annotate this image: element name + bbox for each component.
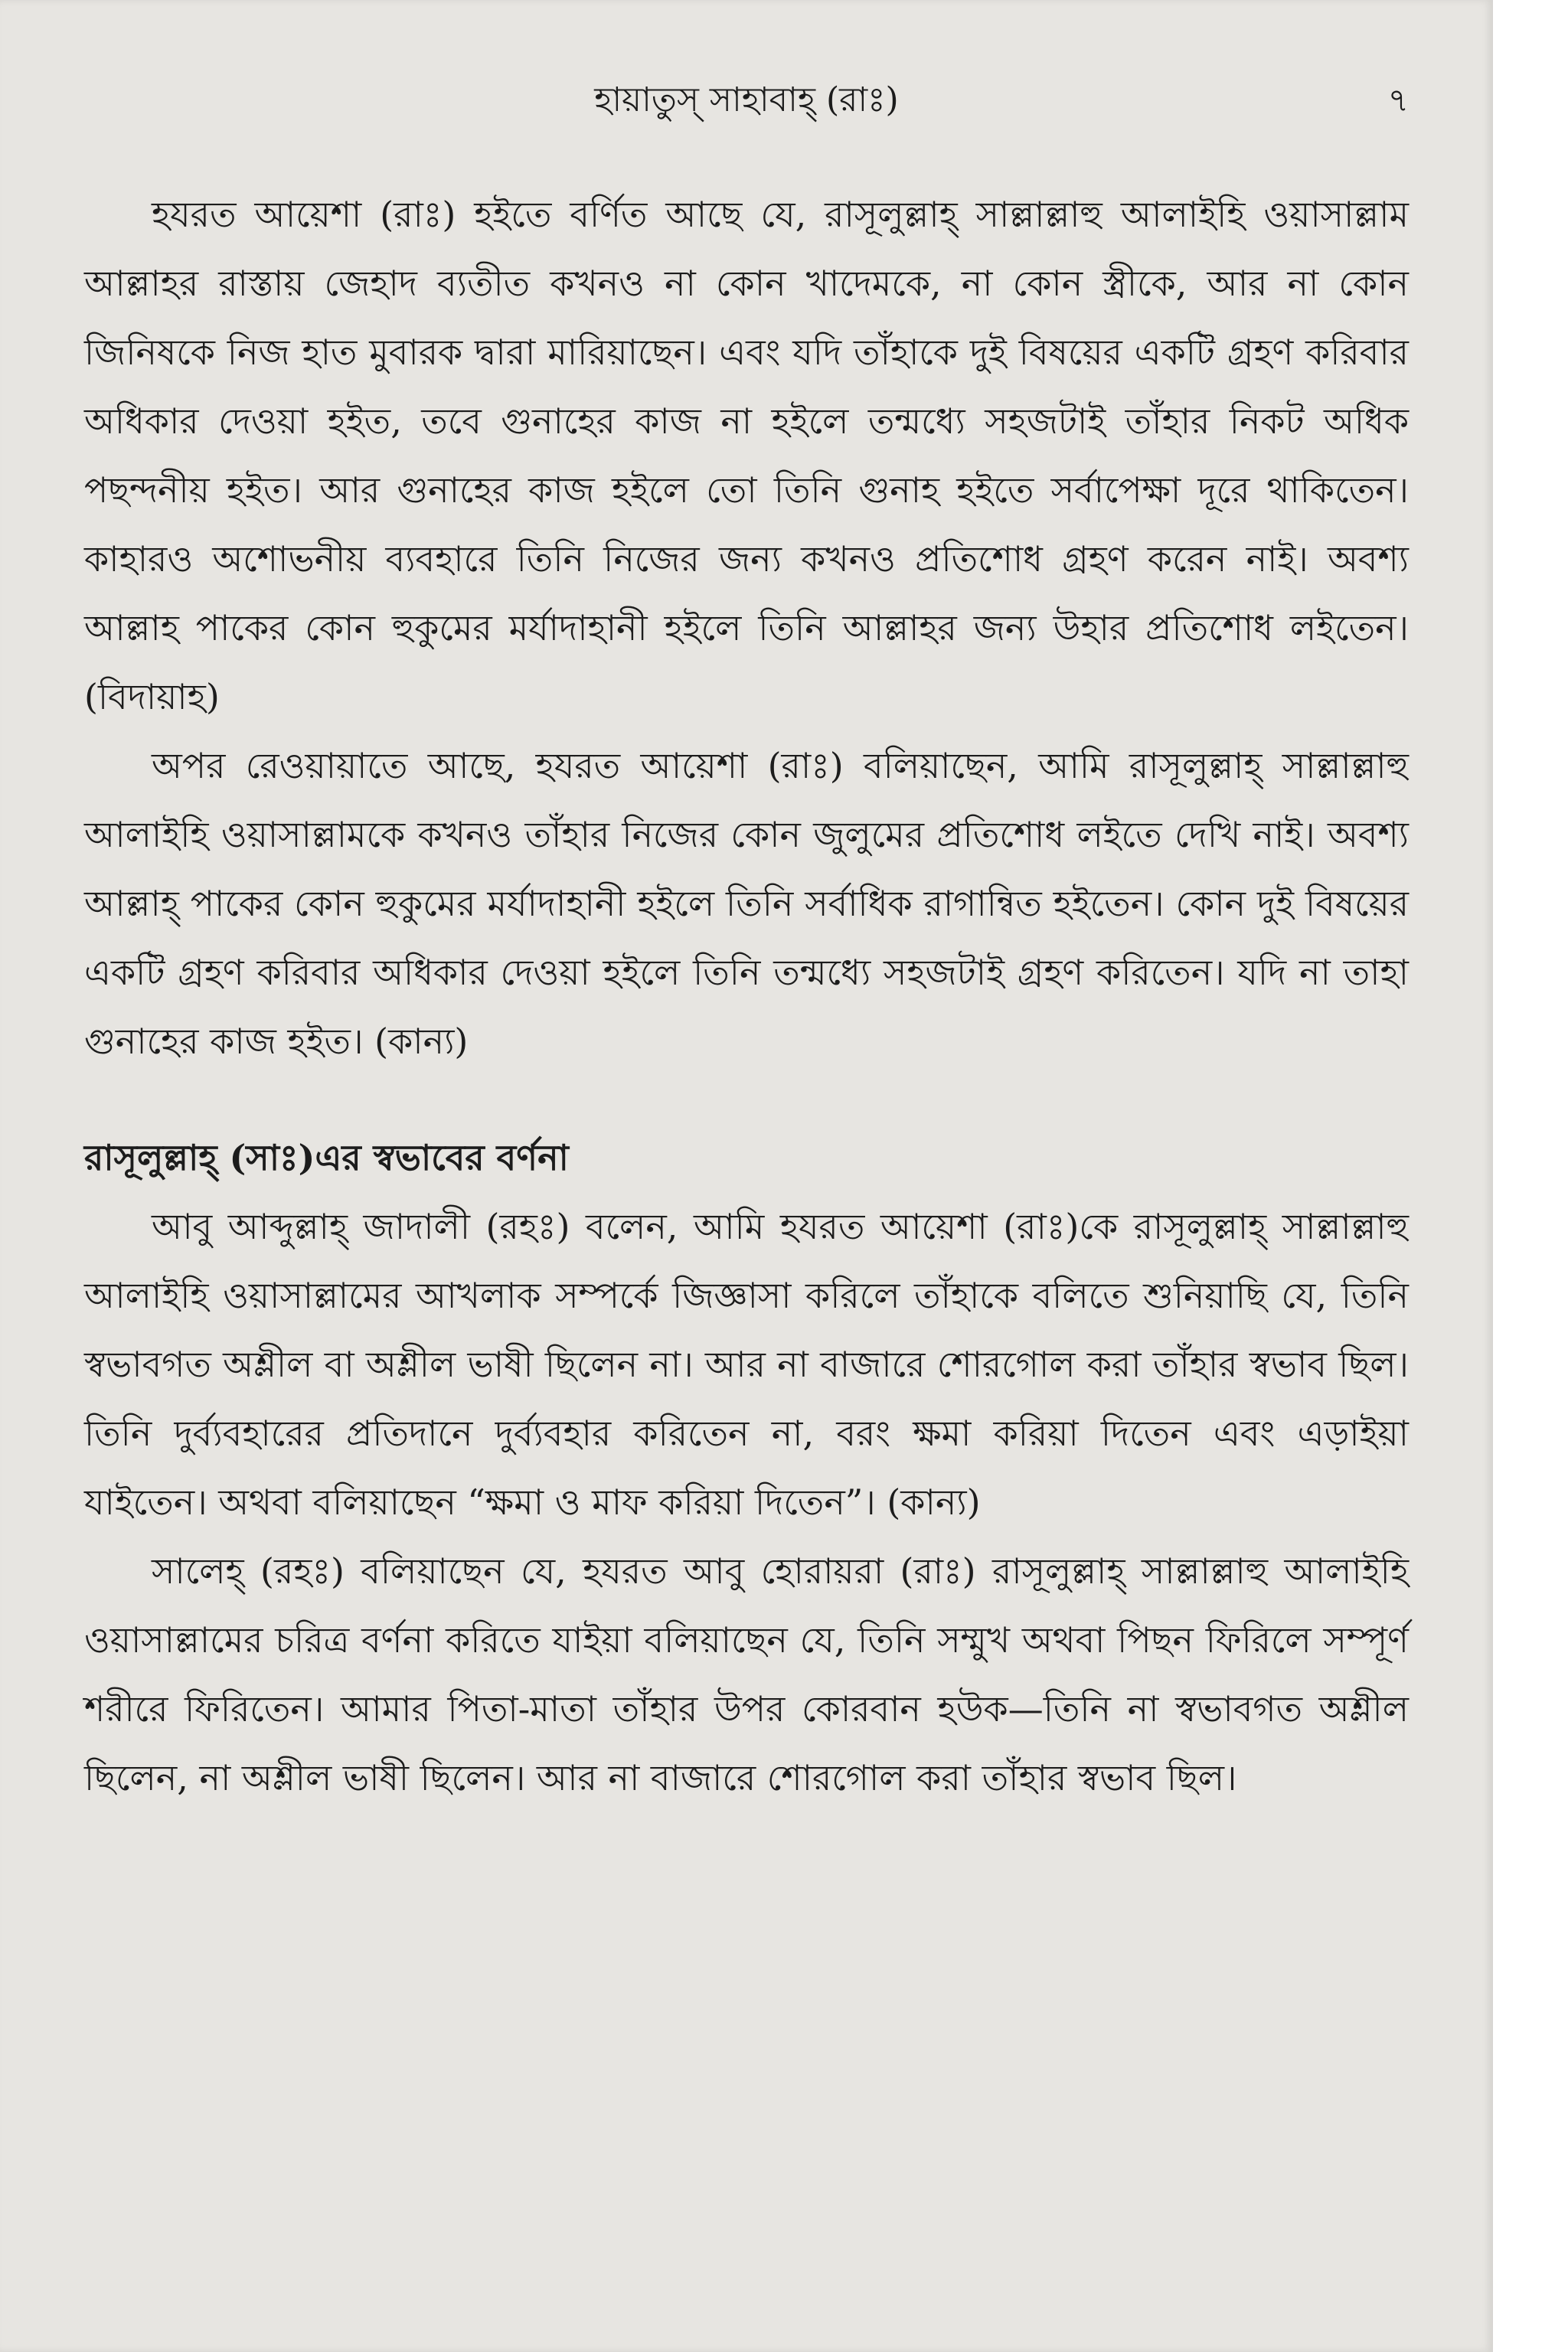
- page-body: [84, 180, 1409, 1812]
- running-head-title: হায়াতুস্ সাহাবাহ্ (রাঃ): [594, 80, 899, 119]
- page-header: [84, 74, 1409, 127]
- paragraph-2: অপর রেওয়ায়াতে আছে, হযরত আয়েশা (রাঃ) বলিয়াছেন, আমি রাসূলুল্লাহ্ সাল্লাল্লাহু আলাইহি ওয়াসাল্লামকে কখনও তাঁহার নিজের কোন জুলুমের প্রতিশোধ লইতে দেখি নাই। অবশ্য আল্লাহ্ পাকের কোন হুকুমের মর্যাদাহানী হইলে তিনি সর্বাধিক রাগান্বিত হইতেন। কোন দুই বিষয়ের একটি গ্রহণ করিবার অধিকার দেওয়া হইলে তিনি তন্মধ্যে সহজটাই গ্রহণ করিতেন। যদি না তাহা গুনাহের কাজ হইত। (কান্য): [84, 745, 1409, 1062]
- paragraph-1: হযরত আয়েশা (রাঃ) হইতে বর্ণিত আছে যে, রাসূলুল্লাহ্ সাল্লাল্লাহু আলাইহি ওয়াসাল্লাম আল্লাহর রাস্তায় জেহাদ ব্যতীত কখনও না কোন খাদেমকে, না কোন স্ত্রীকে, আর না কোন জিনিষকে নিজ হাত মুবারক দ্বারা মারিয়াছেন। এবং যদি তাঁহাকে দুই বিষয়ের একটি গ্রহণ করিবার অধিকার দেওয়া হইত, তবে গুনাহের কাজ না হইলে তন্মধ্যে সহজটাই তাঁহার নিকট অধিক পছন্দনীয় হইত। আর গুনাহের কাজ হইলে তো তিনি গুনাহ হইতে সর্বাপেক্ষা দূরে থাকিতেন। কাহারও অশোভনীয় ব্যবহারে তিনি নিজের জন্য কখনও প্রতিশোধ গ্রহণ করেন নাই। অবশ্য আল্লাহ পাকের কোন হুকুমের মর্যাদাহানী হইলে তিনি আল্লাহর জন্য উহার প্রতিশোধ লইতেন। (বিদায়াহ): [84, 194, 1409, 717]
- section-gap: [84, 1076, 1409, 1123]
- section-heading: রাসূলুল্লাহ্ (সাঃ)এর স্বভাবের বর্ণনা: [84, 1137, 569, 1178]
- section-paragraph-2: সালেহ্ (রহঃ) বলিয়াছেন যে, হযরত আবু হোরায়রা (রাঃ) রাসূলুল্লাহ্ সাল্লাল্লাহু আলাইহি ওয়াসাল্লামের চরিত্র বর্ণনা করিতে যাইয়া বলিয়াছেন যে, তিনি সম্মুখ অথবা পিছন ফিরিলে সম্পূর্ণ শরীরে ফিরিতেন। আমার পিতা-মাতা তাঁহার উপর কোরবান হউক—তিনি না স্বভাবগত অশ্লীল ছিলেন, না অশ্লীল ভাষী ছিলেন। আর না বাজারে শোরগোল করা তাঁহার স্বভাব ছিল।: [84, 1550, 1409, 1798]
- scan-margin: [1493, 0, 1568, 2352]
- section-paragraph-1: আবু আব্দুল্লাহ্ জাদালী (রহঃ) বলেন, আমি হযরত আয়েশা (রাঃ)কে রাসূলুল্লাহ্ সাল্লাল্লাহু আলাইহি ওয়াসাল্লামের আখলাক সম্পর্কে জিজ্ঞাসা করিলে তাঁহাকে বলিতে শুনিয়াছি যে, তিনি স্বভাবগত অশ্লীল বা অশ্লীল ভাষী ছিলেন না। আর না বাজারে শোরগোল করা তাঁহার স্বভাব ছিল। তিনি দুর্ব্যবহারের প্রতিদানে দুর্ব্যবহার করিতেন না, বরং ক্ষমা করিয়া দিতেন এবং এড়াইয়া যাইতেন। অথবা বলিয়াছেন “ক্ষমা ও মাফ করিয়া দিতেন”। (কান্য): [84, 1206, 1409, 1523]
- page-number: ৭: [1387, 81, 1409, 119]
